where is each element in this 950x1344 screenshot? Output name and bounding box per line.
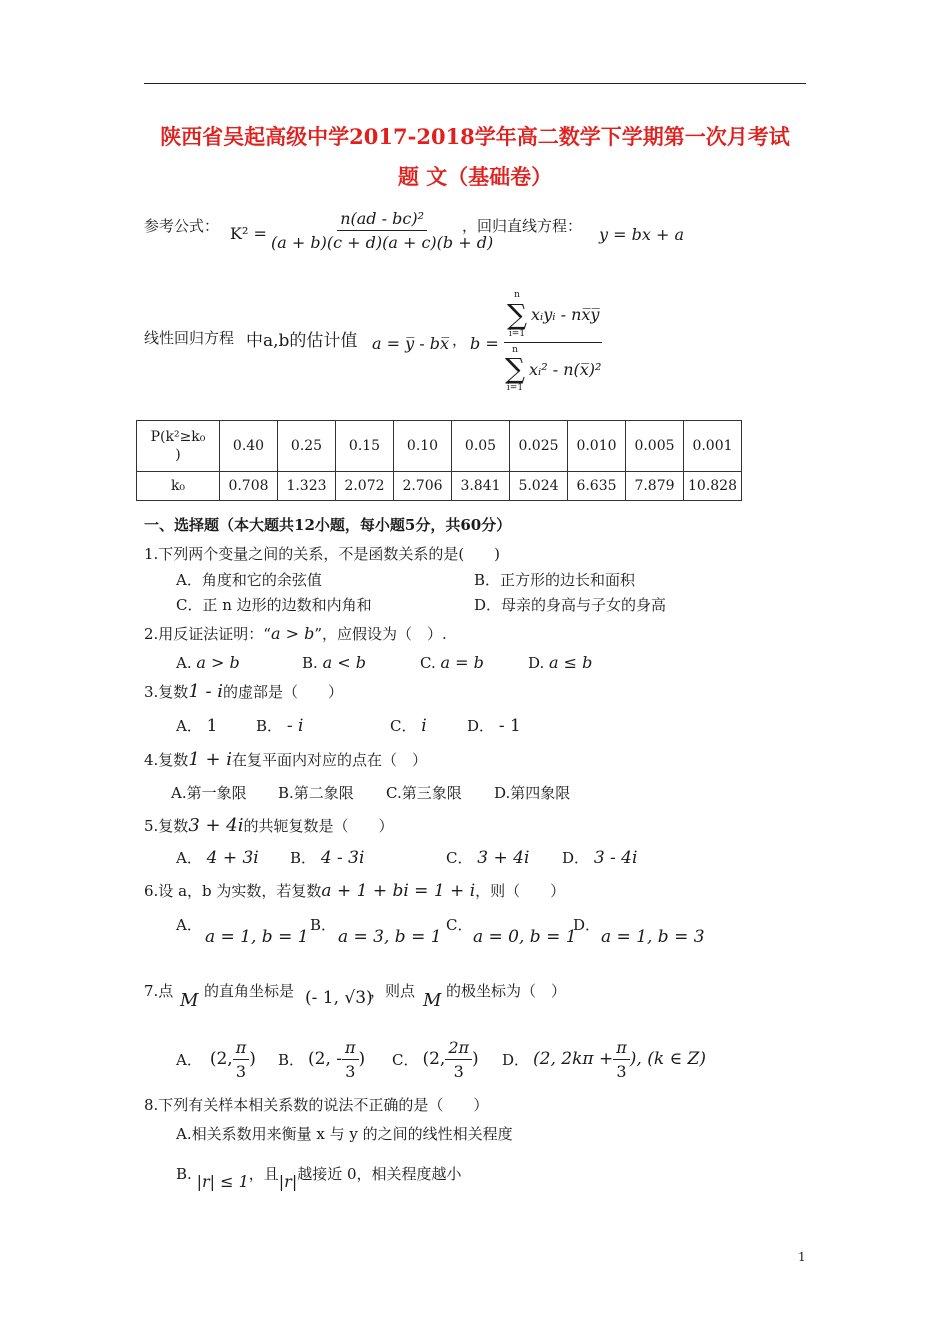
title-line-1: 陕西省吴起高级中学2017-2018学年高二数学下学期第一次月考试	[160, 124, 790, 149]
linear-regression-label: 线性回归方程	[144, 329, 235, 347]
q5-option-c	[446, 848, 529, 868]
q5-a-label: A．	[176, 849, 202, 867]
q3-a-math: 1	[206, 716, 218, 736]
q3-d-label: D．	[467, 717, 495, 735]
q3-stem-text-2: 的虚部是（ ）	[223, 683, 344, 701]
q2-stem-text-1: 2.用反证法证明：“	[144, 625, 271, 643]
q5-option-b	[290, 848, 364, 868]
q7-b-den: 3	[345, 1062, 356, 1082]
q2-c-label: C.	[420, 654, 436, 672]
ref-label: 参考公式：	[144, 217, 220, 235]
q3-option-d	[467, 716, 521, 736]
table-cell: 0.15	[336, 421, 394, 472]
q4-option-b: B.第二象限	[278, 784, 354, 802]
q8-option-b	[176, 1164, 462, 1191]
q7-c-num: 2π	[445, 1038, 472, 1060]
table-cell: 2.072	[336, 472, 394, 501]
table-cell: 0.40	[220, 421, 278, 472]
q7-stem-c: ，则点	[370, 982, 416, 1000]
q1-option-a: A．角度和它的余弦值	[176, 571, 322, 589]
q2-a-math: a > b	[196, 653, 240, 672]
q2-stem	[144, 624, 447, 643]
table-cell: 2.706	[394, 472, 452, 501]
q4-option-a: A.第一象限	[171, 784, 247, 802]
q2-stem-text-2: ”，应假设为（ ）.	[314, 625, 447, 643]
q4-option-d: D.第四象限	[494, 784, 571, 802]
q6-stem-text-2: ，则（ ）	[475, 882, 566, 900]
table-cell: 6.635	[568, 472, 626, 501]
q6-stem-text-1: 6.设 a，b 为实数，若复数	[144, 882, 322, 900]
k2-denominator: (a + b)(c + d)(a + c)(b + d)	[271, 233, 494, 253]
regression-label: ，回归直线方程：	[462, 217, 583, 235]
table-cell: 0.10	[394, 421, 452, 472]
q5-d-label: D．	[562, 849, 590, 867]
header-rule	[144, 83, 806, 84]
table-cell: 10.828	[684, 472, 742, 501]
q5-b-math: 4 - 3i	[320, 848, 365, 868]
table-cell: 0.025	[510, 421, 568, 472]
q5-stem-math: 3 + 4i	[188, 815, 244, 836]
q5-stem-text-1: 5.复数	[144, 817, 189, 835]
q3-c-label: C．	[390, 717, 417, 735]
sigma-icon: ∑	[507, 297, 527, 331]
section-heading: 一、选择题（本大题共12小题，每小题5分，共60分）	[144, 516, 512, 534]
q7-a-num: π	[233, 1038, 250, 1060]
k2-lhs: K² =	[230, 224, 267, 243]
q1-option-b: B．正方形的边长和面积	[474, 571, 636, 589]
b-lhs: b =	[470, 334, 499, 353]
table-cell: 1.323	[278, 472, 336, 501]
q6-stem-math: a + 1 + bi = 1 + i	[321, 881, 476, 901]
q5-c-label: C．	[446, 849, 473, 867]
table-cell: 0.010	[568, 421, 626, 472]
b-formula	[502, 290, 604, 394]
q2-b-math: a < b	[322, 653, 366, 672]
q7-a-den: 3	[235, 1062, 247, 1082]
q6-option-c: a = 0, b = 1	[473, 927, 577, 947]
header-p-close: )	[175, 447, 181, 463]
sum-bottom-2: i=1	[506, 383, 524, 394]
q3-stem-math: 1 - i	[188, 681, 224, 702]
q4-stem-text-2: 在复平面内对应的点在（ ）	[232, 751, 428, 769]
q7-option-a	[176, 1038, 256, 1081]
estimate-label: 中a,b的估计值	[246, 331, 358, 351]
q7-b-label: B．	[278, 1050, 305, 1069]
table-row	[137, 421, 742, 472]
q7-option-b	[278, 1038, 365, 1081]
q7-stem-m: M	[180, 990, 199, 1011]
table-cell: 0.708	[220, 472, 278, 501]
q4-option-c: C.第三象限	[386, 784, 462, 802]
a-estimate: a = y̅ - bx̅	[372, 334, 449, 353]
q5-stem	[144, 815, 394, 837]
q6-option-d: a = 1, b = 3	[601, 927, 705, 947]
q1-option-c: C．正 n 边形的边数和内角和	[176, 596, 372, 614]
q7-c-pre: (2,	[422, 1049, 446, 1070]
q3-option-a	[176, 716, 217, 736]
q7-c-post: )	[472, 1049, 479, 1070]
q6-option-b-label: B．	[310, 916, 337, 934]
q2-c-math: a = b	[440, 653, 484, 672]
q3-c-math: i	[421, 716, 427, 736]
q6-option-d-label: D．	[573, 916, 601, 934]
page-number: 1	[798, 1250, 806, 1264]
q7-option-d	[502, 1038, 706, 1081]
q7-b-num: π	[342, 1038, 359, 1060]
q7-stem-b: 的直角坐标是	[204, 982, 295, 1000]
table-header-k: k₀	[137, 472, 220, 501]
q8-b-label: B.	[176, 1165, 192, 1183]
q7-d-num: π	[613, 1038, 630, 1060]
table-cell: 5.024	[510, 472, 568, 501]
q4-stem	[144, 749, 427, 771]
q7-d-den: 3	[616, 1062, 627, 1082]
sum-bottom-1: i=1	[508, 328, 526, 339]
q2-d-math: a ≤ b	[549, 653, 593, 672]
q7-b-pre: (2, -	[308, 1049, 343, 1070]
q7-stem-d: 的极坐标为（ ）	[446, 982, 567, 1000]
q2-option-c	[420, 653, 484, 672]
comma: ，	[452, 331, 468, 349]
sum-top-1: n	[514, 290, 520, 300]
q2-option-d	[528, 653, 592, 672]
q1-option-d: D．母亲的身高与子女的身高	[474, 596, 667, 614]
table-cell: 0.05	[452, 421, 510, 472]
q7-stem-point: (- 1, √3)	[305, 988, 373, 1008]
q3-stem-text-1: 3.复数	[144, 683, 189, 701]
q6-option-b: a = 3, b = 1	[338, 927, 442, 947]
q7-c-label: C．	[392, 1050, 419, 1069]
q5-d-math: 3 - 4i	[593, 848, 638, 868]
table-header-p	[137, 421, 220, 472]
q7-d-post: ), (k ∈ Z)	[629, 1049, 706, 1070]
q3-option-b	[256, 716, 303, 736]
q6-option-a: a = 1, b = 1	[205, 927, 309, 947]
q5-option-d	[562, 848, 637, 868]
q8-b-text-2: 越接近 0，相关程度越小	[297, 1165, 462, 1183]
q6-option-c-label: C．	[446, 916, 473, 934]
b-numerator: xᵢyᵢ - nx̅y̅	[531, 305, 600, 325]
q1-stem: 1.下列两个变量之间的关系，不是函数关系的是( )	[144, 545, 501, 563]
q7-option-c	[392, 1038, 479, 1081]
regression-equation: y = bx + a	[599, 225, 684, 244]
q2-b-label: B.	[302, 654, 318, 672]
q4-stem-text-1: 4.复数	[144, 751, 189, 769]
q7-c-den: 3	[453, 1062, 464, 1082]
q3-b-math: - i	[286, 716, 304, 736]
q8-b-math-2: |r|	[278, 1172, 298, 1191]
q2-option-b	[302, 653, 366, 672]
q5-c-math: 3 + 4i	[477, 848, 530, 868]
q5-a-math: 4 + 3i	[206, 848, 259, 868]
q8-b-text-1: ，且	[248, 1165, 279, 1183]
k-square-table	[136, 420, 742, 501]
table-cell: 0.25	[278, 421, 336, 472]
q2-a-label: A.	[176, 654, 192, 672]
q3-a-label: A．	[176, 717, 202, 735]
q2-stem-math: a > b	[270, 624, 315, 643]
q5-stem-text-2: 的共轭复数是（ ）	[243, 817, 394, 835]
q7-a-post: )	[249, 1049, 256, 1070]
q8-stem: 8.下列有关样本相关系数的说法不正确的是（ ）	[144, 1096, 489, 1114]
q2-option-a	[176, 653, 240, 672]
q4-stem-math: 1 + i	[188, 749, 233, 770]
q3-stem	[144, 681, 343, 703]
b-denominator: xᵢ² - n(x̅)²	[529, 359, 602, 379]
q5-option-a	[176, 848, 259, 868]
q7-stem-a: 7.点	[144, 982, 174, 1000]
k2-numerator: n(ad - bc)²	[337, 209, 427, 231]
q7-d-pre: (2, 2kπ +	[533, 1049, 614, 1070]
header-p-text: P(k²≥k₀	[150, 428, 206, 445]
q7-a-pre: (2,	[209, 1049, 233, 1070]
q6-stem	[144, 881, 565, 901]
table-cell: 7.879	[626, 472, 684, 501]
q6-option-a-label: A．	[176, 916, 202, 934]
q3-b-label: B．	[256, 717, 283, 735]
table-cell: 3.841	[452, 472, 510, 501]
q5-b-label: B．	[290, 849, 317, 867]
table-cell: 0.001	[684, 421, 742, 472]
q2-d-label: D.	[528, 654, 545, 672]
q7-d-label: D．	[502, 1050, 530, 1069]
q7-a-label: A．	[176, 1050, 202, 1069]
q3-d-math: - 1	[498, 716, 521, 736]
sum-top-2: n	[512, 344, 518, 355]
q3-option-c	[390, 716, 427, 736]
q7-stem-m2: M	[423, 990, 442, 1011]
q8-option-a: A.相关系数用来衡量 x 与 y 的之间的线性相关程度	[176, 1125, 513, 1143]
q8-b-math-1: |r| ≤ 1	[196, 1172, 249, 1191]
table-cell: 0.005	[626, 421, 684, 472]
title-line-2: 题 文（基础卷）	[397, 164, 553, 189]
table-row	[137, 472, 742, 501]
q7-b-post: )	[358, 1049, 366, 1070]
sigma-icon: ∑	[505, 352, 525, 386]
